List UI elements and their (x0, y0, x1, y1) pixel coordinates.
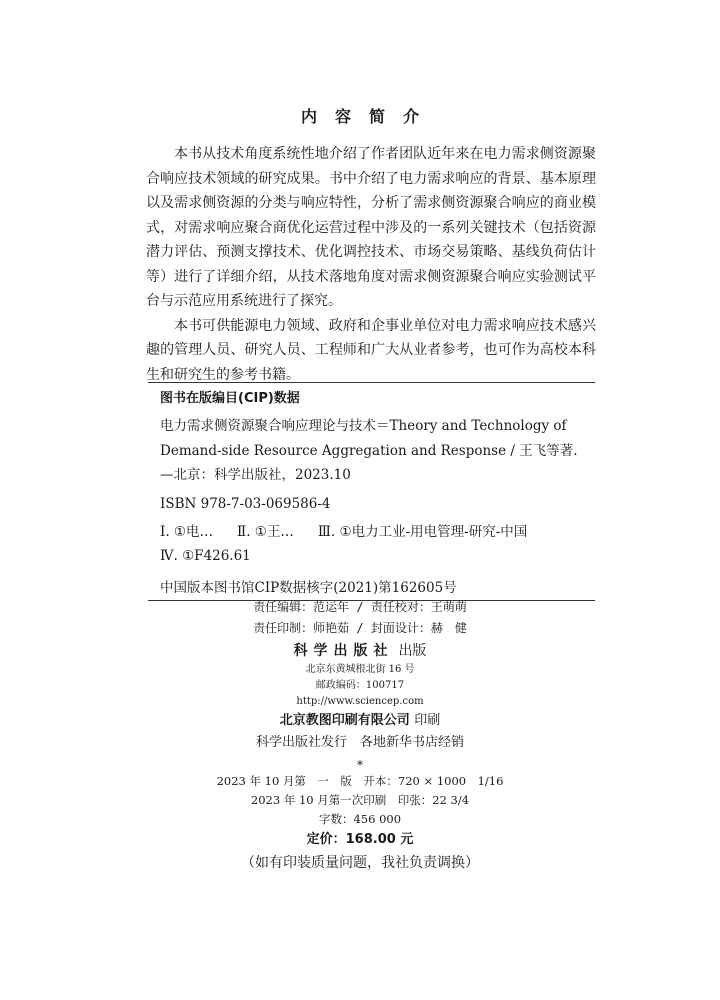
intro-paragraph: 本书从技术角度系统性地介绍了作者团队近年来在电力需求侧资源聚合响应技术领域的研究成果。书中介绍了电力需求响应的背景、基本原理以及需求侧资源的分类与响应特性，分析了需求侧资源聚合响应的商业模式，对需求响应聚合商优化运营过程中涉及的一系列关键技术（包括资源潜力评估、预测支撑技术、优化调控技术、市场交易策略、基线负荷估计等）进行了详细介绍，从技术落地角度对需求侧资源聚合响应实验测试平台与示范应用系统进行了探究。 (146, 146, 596, 309)
edition-line: 2023 年 10 月第一次印刷 印张：22 3/4 (250, 793, 470, 807)
printer-suffix: 印刷 (414, 713, 441, 728)
isbn: ISBN 978-7-03-069586-4 (160, 495, 331, 512)
classification (160, 520, 595, 568)
postcode: 邮政编码：100717 (315, 680, 405, 691)
publisher-name: 科学出版社 (293, 643, 394, 659)
cip-check-number: 中国版本图书馆CIP数据核字(2021)第162605号 (160, 579, 457, 596)
credits-line: 责任编辑：范运年 / 责任校对：王萌萌 (253, 600, 467, 614)
classification-item: Ⅰ. ①电… (160, 523, 214, 540)
credits-line: 责任印制：师艳茹 / 封面设计：赫 健 (253, 621, 467, 635)
separator-star: * (357, 758, 363, 772)
classification-item: Ⅳ. ①F426.61 (160, 547, 251, 564)
cip-header: 图书在版编目(CIP)数据 (160, 391, 300, 406)
page-title: 内容简介 (300, 107, 437, 126)
cip-block (148, 382, 595, 601)
publisher (0, 640, 720, 662)
cip-description: 电力需求侧资源聚合响应理论与技术＝Theory and Technology of Demand-side Resource Aggregation and Response / 王飞等著. —北京：科学出版社，2023.10 (160, 418, 578, 483)
credits (0, 597, 720, 639)
publication-info (0, 640, 720, 875)
classification-item: Ⅱ. ①王… (237, 523, 294, 540)
intro-paragraph: 本书可供能源电力领域、政府和企事业单位对电力需求响应技术感兴趣的管理人员、研究人员、工程师和广大从业者参考，也可作为高校本科生和研究生的参考书籍。 (146, 317, 596, 383)
printer (0, 710, 720, 732)
intro-text (146, 142, 596, 387)
distribution: 科学出版社发行 各地新华书店经销 (255, 735, 464, 750)
printer-name: 北京教图印刷有限公司 (279, 713, 410, 728)
publisher-suffix: 出版 (398, 643, 427, 659)
classification-item: Ⅲ. ①电力工业-用电管理-研究-中国 (317, 523, 528, 540)
publisher-url: http://www.sciencep.com (296, 696, 424, 707)
word-count: 字数：456 000 (318, 812, 402, 826)
price: 定价：168.00 元 (306, 832, 414, 847)
edition-line: 2023 年 10 月第 一 版 开本：720 × 1000 1/16 (216, 774, 504, 788)
publisher-address: 北京东黄城根北街 16 号 (305, 664, 415, 675)
quality-note: （如有印装质量问题，我社负责调换） (241, 855, 479, 871)
